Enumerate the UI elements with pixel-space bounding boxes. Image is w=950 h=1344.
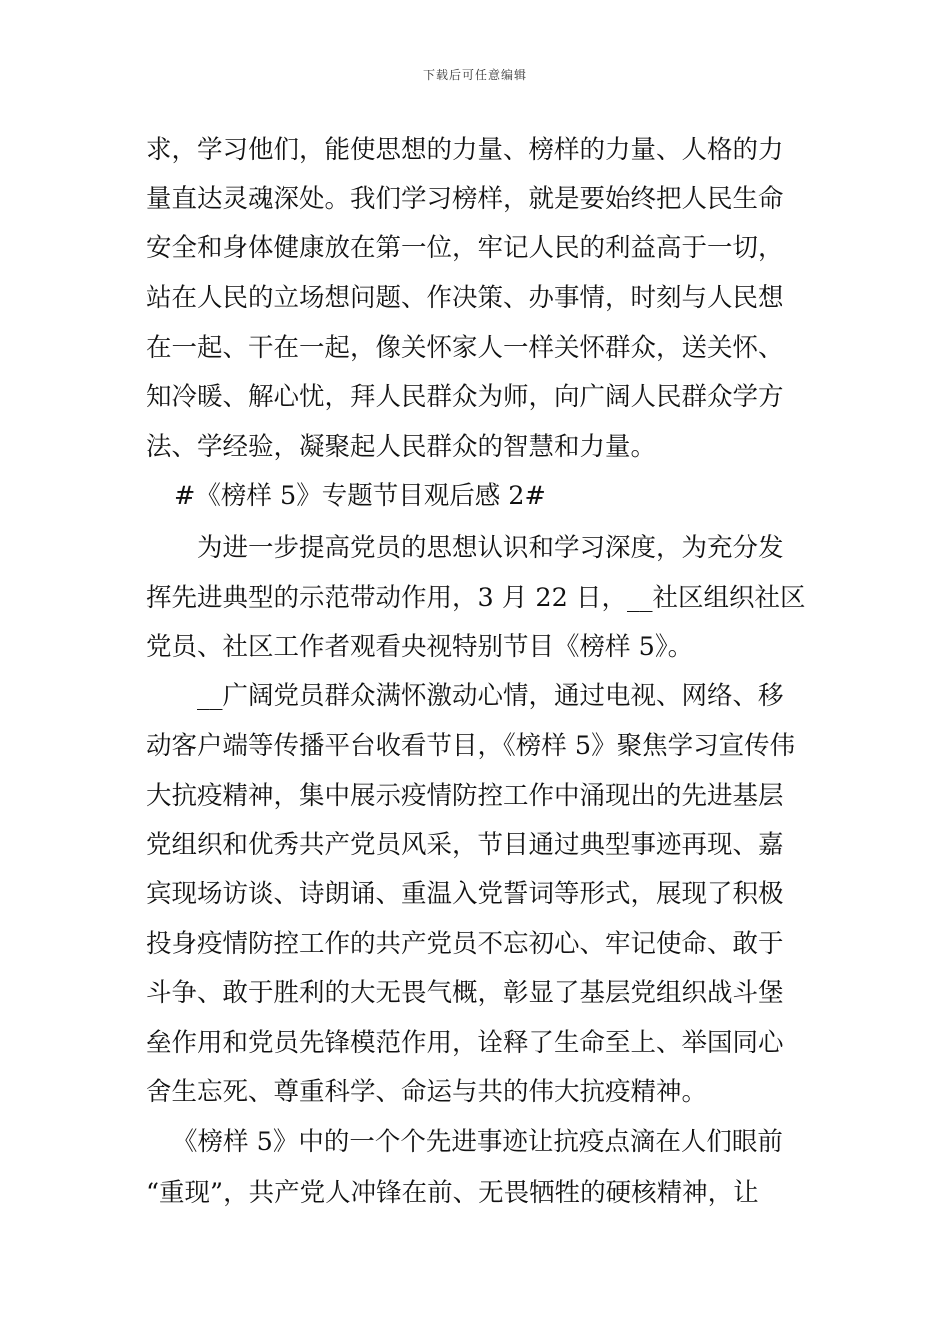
text-line-content: 安全和身体健康放在第一位，牢记人民的利益高于一切，: [146, 233, 784, 263]
text-line-content: 垒作用和党员先锋模范作用，诠释了生命至上、举国同心: [146, 1028, 784, 1058]
text-line-content: 大抗疫精神，集中展示疫情防控工作中涌现出的先进基层: [146, 781, 784, 811]
text-line: [0, 423, 950, 472]
text-line: [0, 1118, 950, 1167]
text-line-content: 宾现场访谈、诗朗诵、重温入党誓词等形式，展现了积极: [146, 879, 784, 909]
text-line: [0, 126, 950, 175]
text-line: [0, 373, 950, 422]
text-line-content: 斗争、敢于胜利的大无畏气概，彰显了基层党组织战斗堡: [146, 978, 784, 1008]
text-line: [0, 821, 950, 870]
text-line: [0, 722, 950, 771]
text-line: [0, 772, 950, 821]
text-line-content: 为进一步提高党员的思想认识和学习深度，为充分发: [197, 533, 784, 563]
text-line: [0, 1068, 950, 1117]
text-line-content: 投身疫情防控工作的共产党员不忘初心、牢记使命、敢于: [146, 929, 784, 959]
header-note: 下载后可任意编辑: [422, 68, 527, 82]
text-line: [0, 870, 950, 919]
text-line-content: 在一起、干在一起，像关怀家人一样关怀群众，送关怀、: [146, 333, 784, 363]
text-line: [0, 969, 950, 1018]
text-line: [0, 324, 950, 373]
section-heading: [0, 472, 950, 521]
text-line: [0, 524, 950, 573]
text-line-content: 求，学习他们，能使思想的力量、榜样的力量、人格的力: [146, 135, 784, 165]
text-line: [0, 274, 950, 323]
text-line: [0, 224, 950, 273]
text-line: [0, 1169, 950, 1218]
text-line-content: __广阔党员群众满怀激动心情，通过电视、网络、移: [197, 681, 784, 711]
text-line-content: 党组织和优秀共产党员风采，节目通过典型事迹再现、嘉: [146, 830, 784, 860]
text-line-content: 党员、社区工作者观看央视特别节目《榜样 5》。: [146, 632, 694, 662]
text-line-content: 法、学经验，凝聚起人民群众的智慧和力量。: [146, 432, 657, 462]
text-line: [0, 574, 950, 623]
section-heading-text: #《榜样 5》专题节目观后感 2#: [174, 481, 546, 511]
text-line-content: 《榜样 5》中的一个个先进事迹让抗疫点滴在人们眼前: [172, 1127, 783, 1157]
text-line: [0, 623, 950, 672]
text-line: [0, 175, 950, 224]
text-line: [0, 920, 950, 969]
text-line-content: 站在人民的立场想问题、作决策、办事情，时刻与人民想: [146, 283, 784, 313]
text-line-content: “重现”，共产党人冲锋在前、无畏牺牲的硬核精神，让: [146, 1178, 759, 1208]
text-line-content: 挥先进典型的示范带动作用，3 月 22 日，__社区组织社区: [146, 583, 806, 613]
text-line-content: 动客户端等传播平台收看节目，《榜样 5》聚焦学习宣传伟: [146, 731, 796, 761]
text-line-content: 知冷暖、解心忧，拜人民群众为师，向广阔人民群众学方: [146, 382, 784, 412]
text-line-content: 舍生忘死、尊重科学、命运与共的伟大抗疫精神。: [146, 1077, 708, 1107]
text-line-content: 量直达灵魂深处。我们学习榜样，就是要始终把人民生命: [146, 184, 784, 214]
text-line: [0, 672, 950, 721]
text-line: [0, 1019, 950, 1068]
